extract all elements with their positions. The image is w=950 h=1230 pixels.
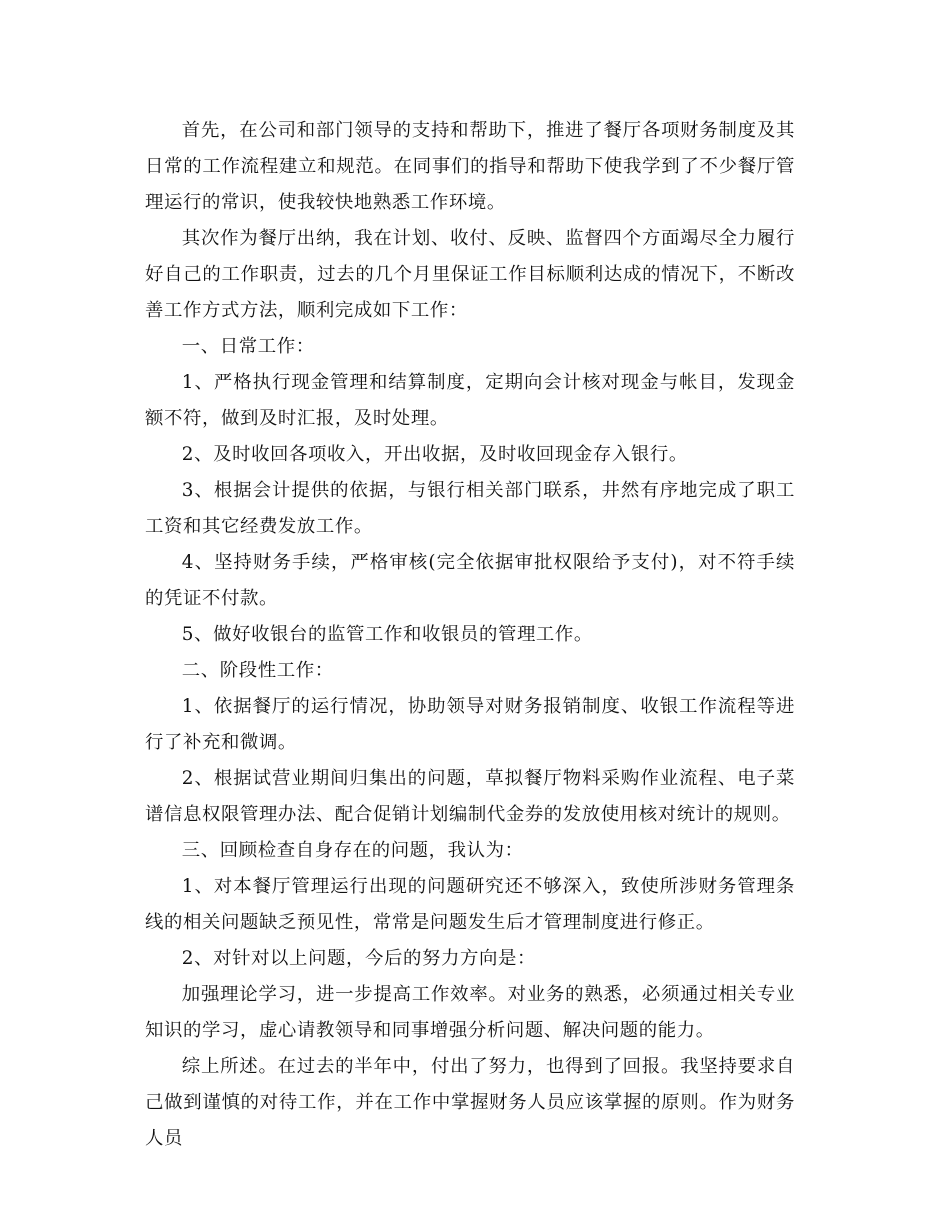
- paragraph-study-plan: 加强理论学习，进一步提高工作效率。对业务的熟悉，必须通过相关专业知识的学习，虚心请教领导和同事增强分析问题、解决问题的能力。: [145, 984, 795, 1041]
- list-item-daily-1: 1、严格执行现金管理和结算制度，定期向会计核对现金与帐目，发现金额不符，做到及时汇报，及时处理。: [145, 372, 795, 429]
- list-item-daily-2: 2、及时收回各项收入，开出收据，及时收回现金存入银行。: [181, 444, 688, 465]
- list-item-phase-1: 1、依据餐厅的运行情况，协助领导对财务报销制度、收银工作流程等进行了补充和微调。: [145, 696, 795, 753]
- section-heading-daily-work: 一、日常工作：: [181, 336, 315, 357]
- list-item-review-2: 2、对针对以上问题，今后的努力方向是：: [181, 948, 536, 969]
- list-item-daily-5: 5、做好收银台的监管工作和收银员的管理工作。: [181, 624, 593, 645]
- document-body: [145, 113, 795, 1157]
- section-heading-review: 三、回顾检查自身存在的问题，我认为：: [181, 840, 524, 861]
- paragraph-cashier-duties: 其次作为餐厅出纳，我在计划、收付、反映、监督四个方面竭尽全力履行好自己的工作职责，过去的几个月里保证工作目标顺利达成的情况下，不断改善工作方式方法，顺利完成如下工作：: [145, 228, 795, 321]
- paragraph-intro: 首先，在公司和部门领导的支持和帮助下，推进了餐厅各项财务制度及其日常的工作流程建立和规范。在同事们的指导和帮助下使我学到了不少餐厅管理运行的常识，使我较快地熟悉工作环境。: [145, 120, 795, 213]
- list-item-daily-3: 3、根据会计提供的依据，与银行相关部门联系，井然有序地完成了职工工资和其它经费发放工作。: [145, 480, 795, 537]
- paragraph-summary: 综上所述。在过去的半年中，付出了努力，也得到了回报。我坚持要求自己做到谨慎的对待工作，并在工作中掌握财务人员应该掌握的原则。作为财务人员: [145, 1056, 795, 1149]
- section-heading-phase-work: 二、阶段性工作：: [181, 660, 334, 681]
- list-item-review-1: 1、对本餐厅管理运行出现的问题研究还不够深入，致使所涉财务管理条线的相关问题缺乏预见性，常常是问题发生后才管理制度进行修正。: [145, 876, 795, 933]
- list-item-phase-2: 2、根据试营业期间归集出的问题，草拟餐厅物料采购作业流程、电子菜谱信息权限管理办法、配合促销计划编制代金券的发放使用核对统计的规则。: [145, 768, 795, 825]
- list-item-daily-4: 4、坚持财务手续，严格审核(完全依据审批权限给予支付)，对不符手续的凭证不付款。: [145, 552, 795, 609]
